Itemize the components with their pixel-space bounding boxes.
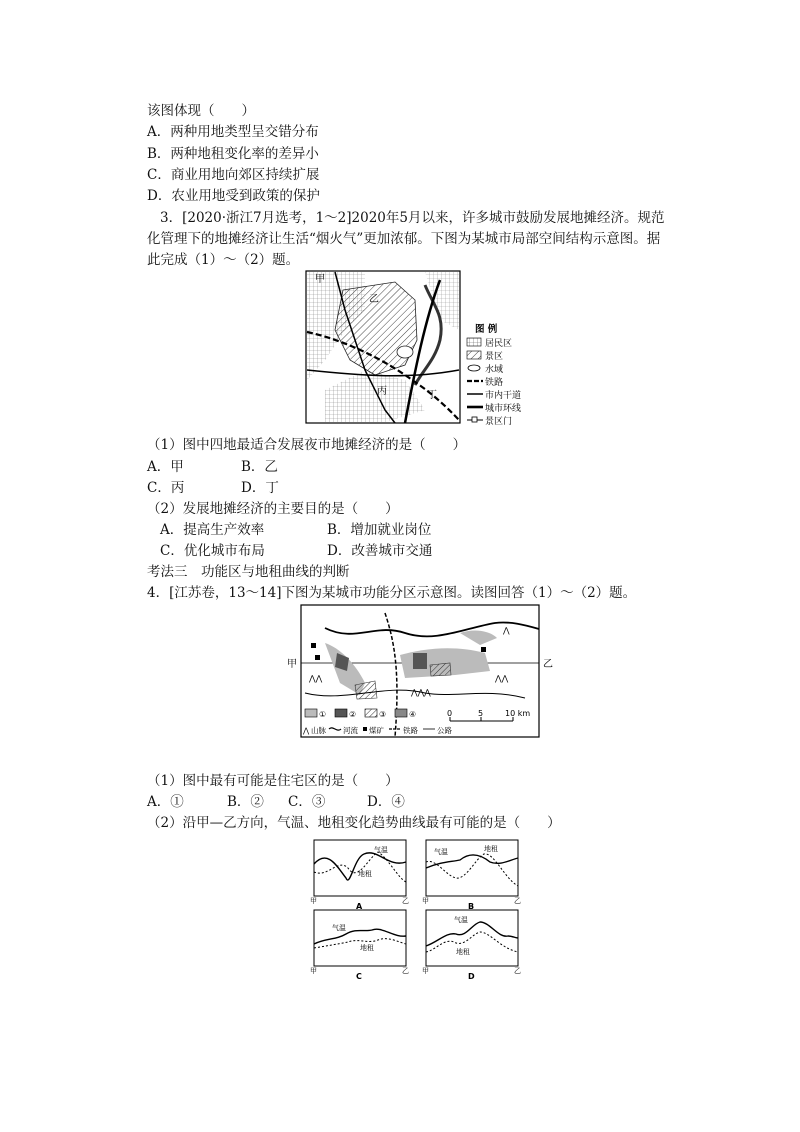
q3-legend-railway: 铁路 — [485, 378, 504, 388]
q3-sub2-option-d: D．改善城市交通 — [327, 543, 433, 559]
q3-legend-arterial: 市内干道 — [485, 391, 522, 401]
q3-legend-title: 图 例 — [475, 324, 498, 335]
q3-stem-line1: 3．[2020·浙江7月选考，1～2]2020年5月以来，许多城市鼓励发展地摊经济。规范 — [160, 210, 665, 226]
svg-text:⋀⋀: ⋀⋀ — [309, 674, 323, 683]
q4-panel-c — [308, 908, 412, 980]
q3-place-jia: 甲 — [315, 274, 325, 285]
svg-text:⋀: ⋀ — [303, 726, 310, 735]
q4-panel-b-end: 乙 — [514, 897, 521, 905]
q4-panel-d-letter: D — [468, 972, 475, 980]
q4-panel-d-rent: 地租 — [456, 948, 470, 956]
q3-sub2-option-b: B．增加就业岗位 — [327, 522, 432, 538]
q4-sub1-option-c: C．③ — [288, 794, 326, 810]
q4-panel-b-letter: B — [468, 902, 475, 910]
q4-east-label: 乙 — [543, 659, 553, 670]
q4-scale-ten: 10 km — [505, 709, 531, 718]
q4-zone-4: ④ — [409, 710, 417, 719]
q4-panel-c-letter: C — [356, 972, 362, 980]
q3-stem-line3: 此完成（1）～（2）题。 — [147, 252, 300, 268]
svg-text:⋀⋀: ⋀⋀ — [495, 674, 509, 683]
q3-sub1-option-c: C．丙 — [147, 480, 185, 496]
q4-zone-2: ② — [349, 710, 357, 719]
q4-legend-road: 公路 — [437, 726, 452, 735]
q3-legend-scenic: 景区 — [485, 352, 504, 362]
q2-option-a: A．两种用地类型呈交错分布 — [147, 124, 319, 140]
q4-panel-a-letter: A — [356, 902, 363, 910]
q4-panel-b-temp: 气温 — [434, 848, 448, 856]
q4-panel-a — [308, 838, 412, 910]
q4-panel-d-end: 乙 — [514, 967, 521, 975]
q4-panel-d-start: 甲 — [422, 967, 429, 975]
q3-sub1-stem: （1）图中四地最适合发展夜市地摊经济的是（ ） — [147, 437, 467, 453]
q3-legend-water: 水域 — [485, 365, 504, 375]
q4-legend-coal: 煤矿 — [369, 726, 384, 735]
q4-panel-a-start: 甲 — [310, 897, 317, 905]
q3-legend-residential: 居民区 — [485, 339, 513, 349]
q2-stem: 该图体现（ ） — [147, 103, 255, 119]
q3-place-bing: 丙 — [377, 386, 387, 397]
q3-sub1-option-b: B．乙 — [241, 459, 278, 475]
q3-sub2-option-c: C．优化城市布局 — [160, 543, 265, 559]
q4-zone-1: ① — [319, 710, 327, 719]
q3-place-yi: 乙 — [369, 294, 379, 305]
svg-text:⋀: ⋀ — [503, 626, 510, 635]
q4-scale-zero: 0 — [447, 709, 453, 718]
q4-stem: 4．[江苏卷，13～14]下图为某城市功能分区示意图。读图回答（1）～（2）题。 — [147, 585, 637, 601]
q3-sub2-stem: （2）发展地摊经济的主要目的是（ ） — [147, 501, 399, 517]
q4-panel-c-temp: 气温 — [332, 924, 346, 932]
q3-stem-line2: 化管理下的地摊经济让生活“烟火气”更加浓郁。下图为某城市局部空间结构示意图。据 — [147, 231, 661, 247]
q3-place-ding: 丁 — [427, 390, 437, 401]
q4-sub1-option-d: D．④ — [367, 794, 405, 810]
q4-panel-b-start: 甲 — [422, 897, 429, 905]
q3-sub1-option-a: A．甲 — [147, 459, 184, 475]
q4-scale-five: 5 — [478, 709, 484, 718]
q4-panel-a-end: 乙 — [402, 897, 409, 905]
q4-legend-river: 河流 — [343, 726, 358, 735]
q4-panel-a-rent: 地租 — [358, 870, 372, 878]
q2-option-b: B．两种地租变化率的差异小 — [147, 146, 319, 162]
q4-sub1-option-a: A．① — [147, 794, 184, 810]
q4-panel-c-rent: 地租 — [360, 944, 374, 952]
q4-panel-d-temp: 气温 — [454, 916, 468, 924]
q4-panel-d — [420, 908, 524, 980]
q3-legend-ring-road: 城市环线 — [485, 404, 522, 414]
q2-option-c: C．商业用地向郊区持续扩展 — [147, 167, 320, 183]
q4-sub1-option-b: B．② — [227, 794, 264, 810]
q4-panel-b — [420, 838, 524, 910]
svg-text:⋀⋀⋀: ⋀⋀⋀ — [411, 688, 431, 697]
q4-legend-mountain: 山脉 — [311, 726, 326, 735]
q4-panel-c-start: 甲 — [310, 967, 317, 975]
q3-sub1-option-d: D．丁 — [241, 480, 279, 496]
q4-panel-c-end: 乙 — [402, 967, 409, 975]
q4-function-zones-map — [285, 603, 557, 743]
q4-sub1-stem: （1）图中最有可能是住宅区的是（ ） — [147, 773, 399, 789]
q3-legend-gate: 景区门 — [485, 417, 513, 426]
q4-legend-railway: 铁路 — [403, 726, 418, 735]
q3-sub2-option-a: A．提高生产效率 — [160, 522, 265, 538]
q3-city-structure-map — [305, 270, 535, 426]
section-heading: 考法三 功能区与地租曲线的判断 — [147, 564, 350, 580]
q2-option-d: D．农业用地受到政策的保护 — [147, 188, 320, 204]
q4-sub2-stem: （2）沿甲—乙方向，气温、地租变化趋势曲线最有可能的是（ ） — [147, 815, 561, 831]
q4-panel-a-temp: 气温 — [374, 846, 388, 854]
q4-panel-b-rent: 地租 — [484, 845, 498, 853]
q4-zone-3: ③ — [379, 710, 387, 719]
q4-west-label: 甲 — [287, 659, 297, 670]
